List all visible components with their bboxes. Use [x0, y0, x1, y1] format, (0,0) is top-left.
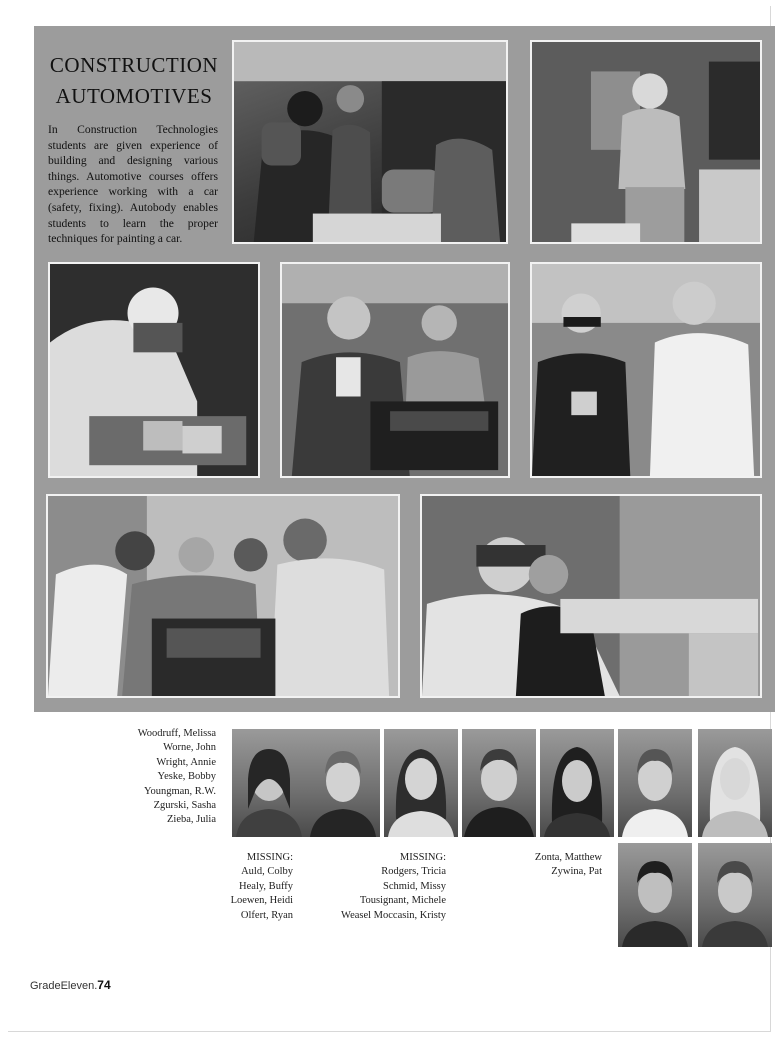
section-title: [44, 50, 224, 112]
extra-name-list: [500, 851, 602, 880]
intro-text: In Construction Technologies students are given experience of building and designing various things. Automotive courses offers experience working with a car (safety, fixing). Autobody enables students to learn the proper techniques for painting a car.: [48, 123, 218, 246]
portrait-worne: [306, 729, 380, 837]
missing-list-1: [190, 851, 293, 923]
student-name: Wright, Annie: [156, 756, 216, 768]
portrait-woodruff: [232, 729, 306, 837]
student-name: Zywina, Pat: [551, 866, 602, 878]
missing-name: Tousignant, Michele: [359, 895, 446, 907]
page-number: 74: [97, 978, 111, 992]
missing-name: Healy, Buffy: [239, 880, 293, 892]
student-name: Youngman, R.W.: [143, 785, 216, 797]
student-and-teacher-photo: [530, 262, 762, 478]
portrait-zieba: [698, 729, 772, 837]
portrait-youngman: [540, 729, 614, 837]
missing-name: Olfert, Ryan: [240, 909, 293, 921]
missing-header: MISSING:: [399, 852, 446, 863]
missing-name: Auld, Colby: [241, 866, 293, 878]
student-name: Zonta, Matthew: [534, 852, 602, 863]
portrait-yeske: [462, 729, 536, 837]
missing-name: Weasel Moccasin, Kristy: [341, 909, 446, 921]
missing-name: Rodgers, Tricia: [381, 866, 446, 878]
missing-list-2: [320, 851, 446, 923]
title-line-1: CONSTRUCTION: [49, 53, 219, 77]
student-cutting-wood-photo: [530, 40, 762, 244]
portrait-zonta: [618, 843, 692, 947]
students-at-machine-photo: [420, 494, 762, 698]
missing-name: Schmid, Missy: [382, 880, 446, 892]
portrait-wright: [384, 729, 458, 837]
student-welding-photo: [48, 262, 260, 478]
missing-name: Loewen, Heidi: [230, 895, 293, 907]
missing-header: MISSING:: [246, 852, 293, 863]
student-name: Zgurski, Sasha: [153, 800, 216, 812]
student-name: Worne, John: [163, 742, 216, 754]
student-name: Zieba, Julia: [167, 814, 216, 826]
title-line-2: AUTOMOTIVES: [55, 84, 213, 108]
footer-section: GradeEleven.: [30, 980, 98, 992]
student-name: Yeske, Bobby: [157, 771, 216, 783]
welding-masks-photo: [232, 40, 508, 244]
portrait-zywina: [698, 843, 772, 947]
group-engine-block-photo: [46, 494, 400, 698]
student-name: Woodruff, Melissa: [137, 728, 216, 739]
student-name-list: [110, 727, 216, 828]
students-at-engine-photo: [280, 262, 510, 478]
portrait-zgurski: [618, 729, 692, 837]
page-footer: [30, 978, 111, 992]
